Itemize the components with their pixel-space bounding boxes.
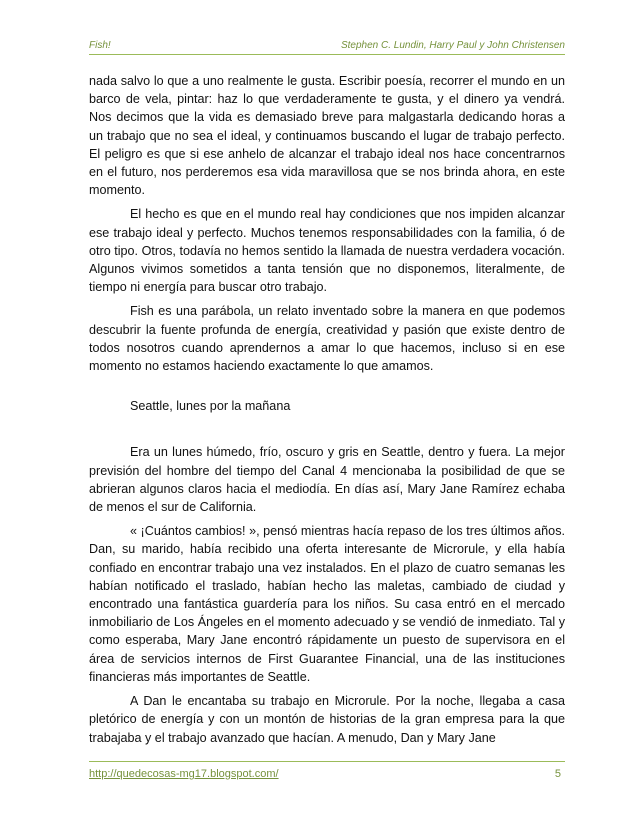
section-heading: Seattle, lunes por la mañana bbox=[130, 399, 291, 414]
page-header bbox=[89, 38, 565, 55]
paragraph: nada salvo lo que a uno realmente le gusta. Escribir poesía, recorrer el mundo en un barco de vela, pintar: haz lo que verdaderamente te gusta, y el dinero ya vendrá. Nos decimos que la vida es demasiado breve para malgastarla dedicando horas a un trabajo que no sea el ideal, y continuamos buscando el lugar de trabajo perfecto. El peligro es que si ese anhelo de alcanzar el trabajo ideal nos hace concentrarnos en el futuro, nos perderemos esa vida maravillosa que se nos brinda ahora, en este momento. bbox=[89, 74, 565, 198]
paragraph: A Dan le encantaba su trabajo en Microrule. Por la noche, llegaba a casa pletórico de energía y con un montón de historias de la gran empresa para la que trabajaba y el trabajo avanzado que hacían. A menudo, Dan y Mary Jane bbox=[89, 694, 565, 745]
paragraph: Fish es una parábola, un relato inventado sobre la manera en que podemos descubrir la fuente profunda de energía, creatividad y pasión que existe dentro de todos nosotros cuando aprendernos a amar lo que hacemos, incluso si en ese momento no estamos haciendo exactamente lo que amamos. bbox=[89, 304, 565, 374]
footer-blog-link[interactable]: http://quedecosas-mg17.blogspot.com/ bbox=[89, 768, 279, 780]
header-authors: Stephen C. Lundin, Harry Paul y John Christensen bbox=[340, 40, 565, 51]
paragraph: « ¡Cuántos cambios! », pensó mientras hacía repaso de los tres últimos años. Dan, su marido, había recibido una oferta interesante de Microrule, y ella había confiado en encontrar trabajo una vez instalados. En el plazo de cuatro semanas les habían notificado el traslado, habían hecho las maletas, cambiado de ciudad y encontrado una fantástica guardería para los niños. Su casa entró en el mercado inmobiliario de Los Ángeles en el momento adecuado y se vendió de inmediato. Tal y como esperaba, Mary Jane encontró rápidamente un puesto de supervisora en el área de servicios internos de First Guarantee Financial, una de las instituciones financieras más importantes de Seattle. bbox=[89, 524, 565, 684]
header-book-title: Fish! bbox=[89, 40, 111, 51]
page-body bbox=[89, 72, 565, 753]
paragraph: Era un lunes húmedo, frío, oscuro y gris en Seattle, dentro y fuera. La mejor previsión del hombre del tiempo del Canal 4 mencionaba la posibilidad de que se abrieran algunos claros hacia el mediodía. En días así, Mary Jane Ramírez echaba de menos el sur de California. bbox=[89, 445, 565, 515]
page-footer bbox=[89, 761, 565, 784]
paragraph: El hecho es que en el mundo real hay condiciones que nos impiden alcanzar ese trabajo ideal y perfecto. Muchos tenemos responsabilidades con la familia, ó de otro tipo. Otros, todavía no hemos sentido la llamada de nuestra verdadera vocación. Algunos vivimos sometidos a tanta tensión que no disponemos, literalmente, de tiempo ni energía para buscar otro trabajo. bbox=[89, 207, 565, 295]
page-number: 5 bbox=[554, 768, 561, 780]
